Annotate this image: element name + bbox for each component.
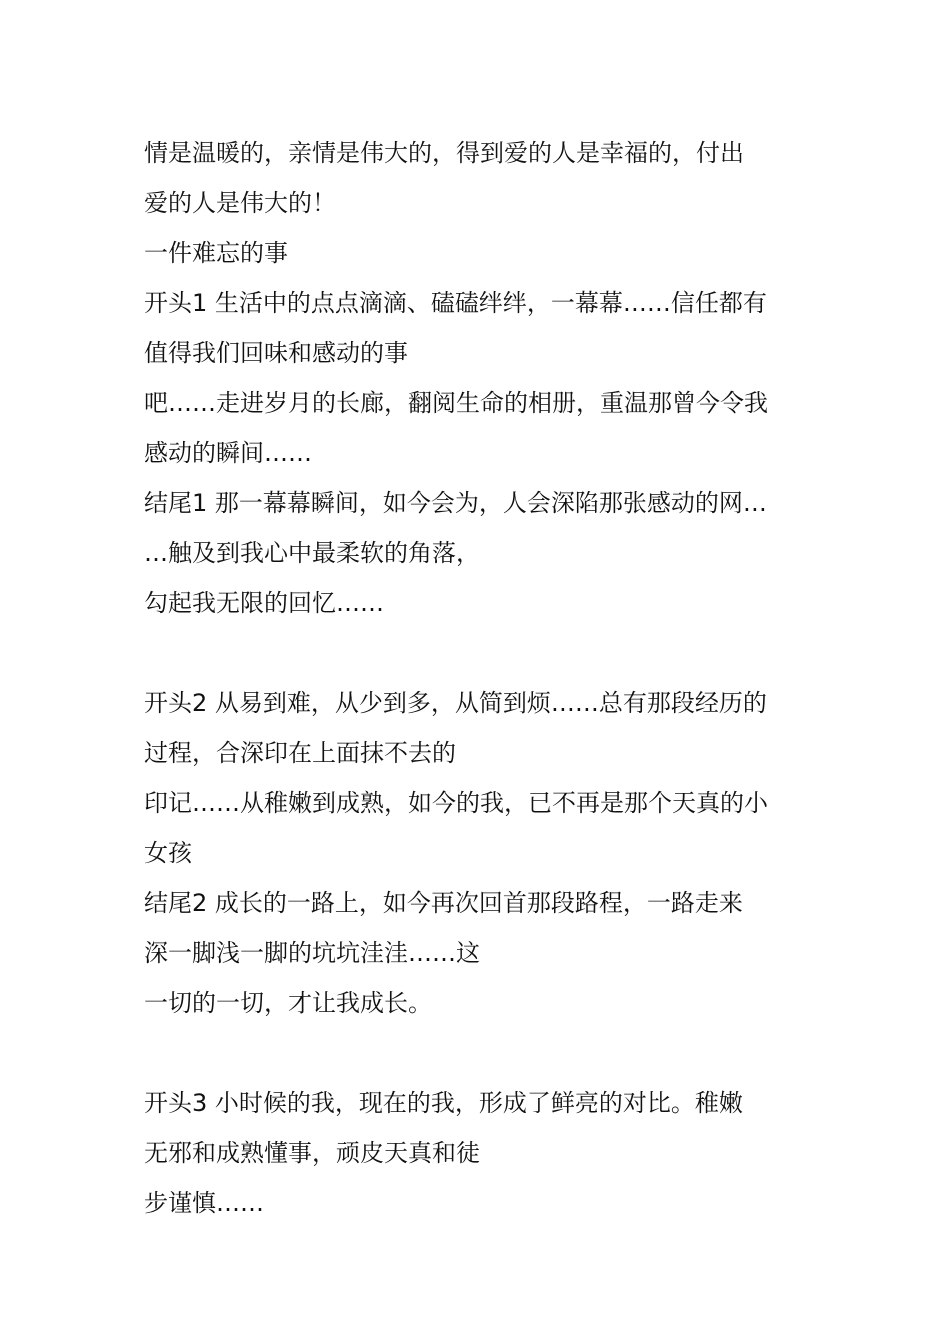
text-line: 深一脚浅一脚的坑坑洼洼……这 — [144, 939, 480, 967]
text-line: 吧……走进岁月的长廊，翻阅生命的相册，重温那曾今令我 — [144, 389, 768, 417]
text-line: 过程，合深印在上面抹不去的 — [144, 739, 456, 767]
text-line: 开头2 从易到难，从少到多，从简到烦……总有那段经历的 — [144, 689, 767, 717]
blank-line — [144, 628, 814, 678]
text-line: 女孩 — [144, 839, 192, 867]
text-line: 感动的瞬间…… — [144, 439, 312, 467]
text-line: 无邪和成熟懂事，顽皮天真和徒 — [144, 1139, 480, 1167]
document-body — [144, 128, 814, 1228]
text-line: 步谨慎…… — [144, 1189, 264, 1217]
text-line: 结尾2 成长的一路上，如今再次回首那段路程，一路走来 — [144, 889, 743, 917]
text-line: 勾起我无限的回忆…… — [144, 589, 384, 617]
text-line: 印记……从稚嫩到成熟，如今的我，已不再是那个天真的小 — [144, 789, 768, 817]
text-line: 开头3 小时候的我，现在的我，形成了鲜亮的对比。稚嫩 — [144, 1089, 743, 1117]
blank-line — [144, 1028, 814, 1078]
section-heading: 一件难忘的事 — [144, 239, 288, 267]
text-line: 结尾1 那一幕幕瞬间，如今会为，人会深陷那张感动的网… — [144, 489, 767, 517]
text-line: 一切的一切，才让我成长。 — [144, 989, 432, 1017]
text-line: 情是温暖的，亲情是伟大的，得到爱的人是幸福的，付出 — [144, 139, 744, 167]
text-line: …触及到我心中最柔软的角落， — [144, 539, 480, 567]
text-line: 开头1 生活中的点点滴滴、磕磕绊绊，一幕幕……信任都有 — [144, 289, 767, 317]
text-line: 值得我们回味和感动的事 — [144, 339, 408, 367]
text-line: 爱的人是伟大的！ — [144, 189, 336, 217]
